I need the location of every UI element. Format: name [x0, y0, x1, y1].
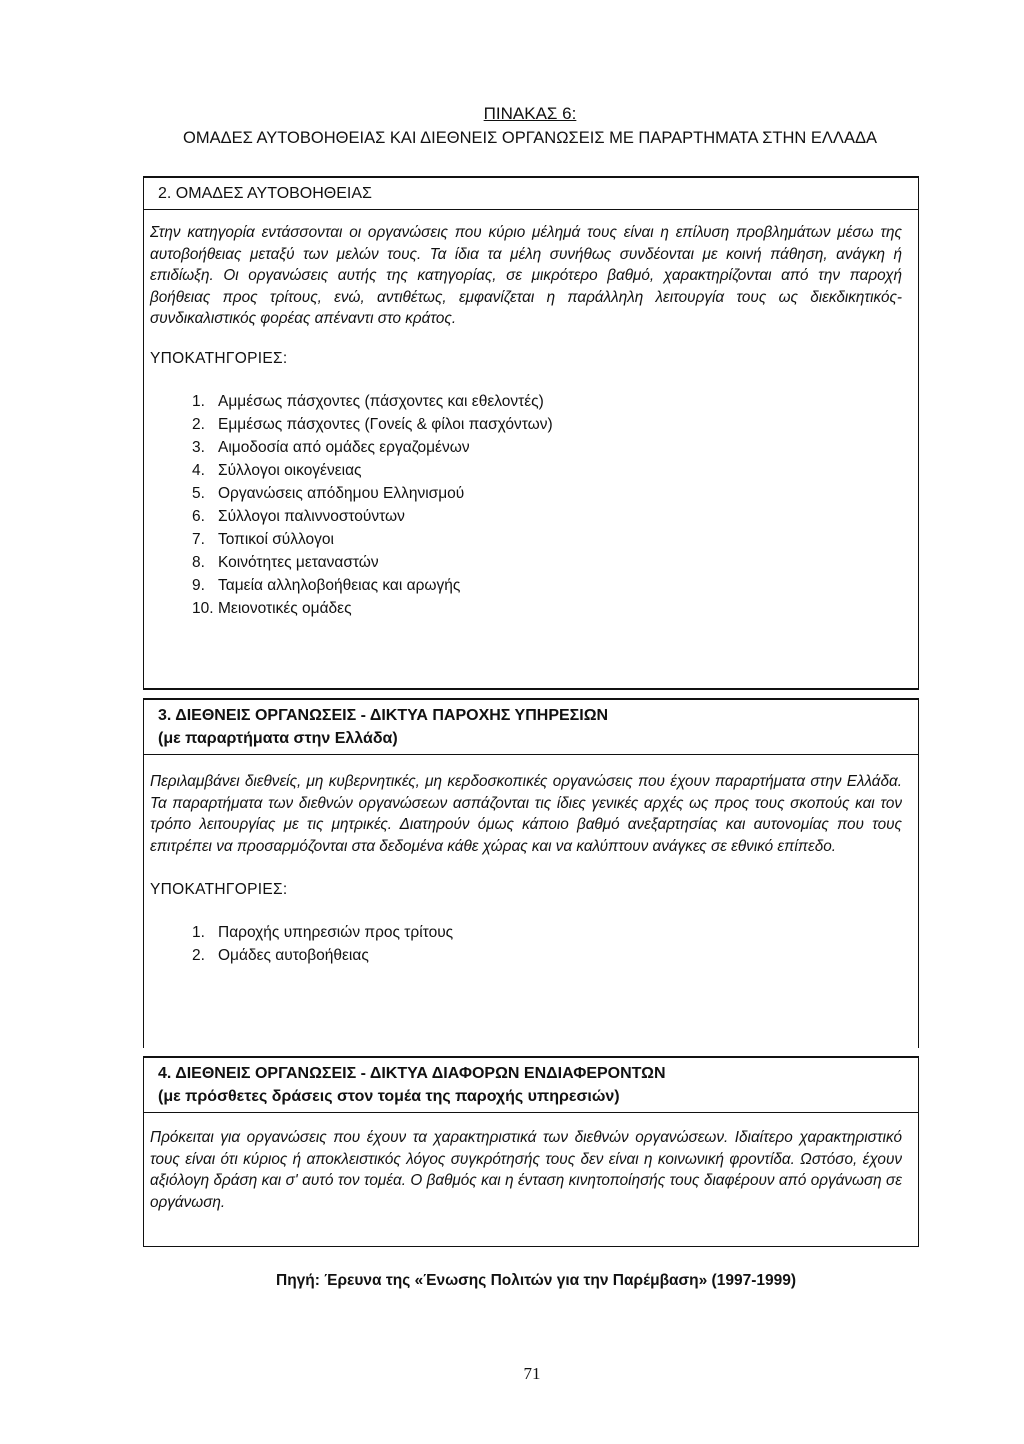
list-item: 9. Ταμεία αλληλοβοήθειας και αρωγής: [192, 576, 461, 594]
section-3-subcategory-list: [144, 921, 918, 967]
table-title: [0, 102, 1024, 150]
list-item: 4. Σύλλογοι οικογένειας: [192, 461, 362, 479]
page-number: 71: [523, 1364, 541, 1383]
list-item: 7. Τοπικοί σύλλογοι: [192, 530, 334, 548]
list-item: 6. Σύλλογοι παλιννοστούντων: [192, 507, 405, 525]
list-item: 2. Ομάδες αυτοβοήθειας: [192, 947, 369, 964]
section-4-heading-subtitle: (με πρόσθετες δράσεις στον τομέα της παροχής υπηρεσιών): [158, 1088, 620, 1105]
list-item: 5. Οργανώσεις απόδημου Ελληνισμού: [192, 484, 465, 502]
table-number: ΠΙΝΑΚΑΣ 6:: [483, 104, 577, 123]
list-item: 1. Παροχής υπηρεσιών προς τρίτους: [192, 924, 454, 941]
list-item: 1. Αμμέσως πάσχοντες (πάσχοντες και εθελοντές): [192, 392, 544, 410]
section-3-heading-title: 3. ΔΙΕΘΝΕΙΣ ΟΡΓΑΝΩΣΕΙΣ - ΔΙΚΤΥΑ ΠΑΡΟΧΗΣ ΥΠΗΡΕΣΙΩΝ: [158, 707, 609, 724]
section-2-subcategory-list: [144, 390, 918, 620]
section-2-description: Στην κατηγορία εντάσσονται οι οργανώσεις που κύριο μέλημά τους είναι η επίλυση προβλημάτων μέσω της αυτοβοήθειας μεταξύ των μελών τους. Τα ίδια τα μέλη συνήθως συνδέονται με κοινή πάθηση, ανάγκη ή επιδίωξη. Οι οργανώσεις αυτής της κατηγορίας, σε μικρότερο βαθμό, χαρακτηρίζονται από την παροχή βοήθειας προς τρίτους, ενώ, αντιθέτως, εμφανίζεται η παράλληλη λειτουργία τους ως διεκδικητικός-συνδικαλιστικός φορέας απέναντι στο κράτος.: [150, 224, 902, 327]
section-3-box: [143, 698, 919, 1048]
section-3-subcategories-label: ΥΠΟΚΑΤΗΓΟΡΙΕΣ:: [150, 881, 288, 898]
section-2-heading: 2. ΟΜΑΔΕΣ ΑΥΤΟΒΟΗΘΕΙΑΣ: [144, 176, 918, 210]
table-caption: ΟΜΑΔΕΣ ΑΥΤΟΒΟΗΘΕΙΑΣ ΚΑΙ ΔΙΕΘΝΕΙΣ ΟΡΓΑΝΩΣΕΙΣ ΜΕ ΠΑΡΑΡΤΗΜΑΤΑ ΣΤΗΝ ΕΛΛΑΔΑ: [183, 129, 877, 147]
section-3-heading-subtitle: (με παραρτήματα στην Ελλάδα): [158, 730, 398, 747]
list-item: 2. Εμμέσως πάσχοντες (Γονείς & φίλοι πασχόντων): [192, 415, 553, 433]
list-item: 3. Αιμοδοσία από ομάδες εργαζομένων: [192, 438, 470, 456]
section-3-heading: [144, 698, 918, 755]
section-2-subcategories-label: ΥΠΟΚΑΤΗΓΟΡΙΕΣ:: [150, 349, 288, 367]
list-item: 10. Μειονοτικές ομάδες: [192, 599, 352, 617]
section-4-box: [143, 1056, 919, 1247]
section-4-heading: [144, 1056, 918, 1113]
section-4-heading-title: 4. ΔΙΕΘΝΕΙΣ ΟΡΓΑΝΩΣΕΙΣ - ΔΙΚΤΥΑ ΔΙΑΦΟΡΩΝ ΕΝΔΙΑΦΕΡΟΝΤΩΝ: [158, 1065, 666, 1082]
section-4-description: Πρόκειται για οργανώσεις που έχουν τα χαρακτηριστικά των διεθνών οργανώσεων. Ιδιαίτερο χαρακτηριστικό τους είναι ότι κύριος ή αποκλειστικός λόγος συγκρότησής τους δεν είναι η κοινωνική φροντίδα. Ωστόσο, έχουν αξιόλογη δράση και σ' αυτό τον τομέα. Ο βαθμός και η ένταση κινητοποίησής τους διαφέρουν από οργάνωση σε οργάνωση.: [150, 1129, 902, 1211]
section-2-box: [143, 176, 919, 690]
source-note: Πηγή: Έρευνα της «Ένωσης Πολιτών για την Παρέμβαση» (1997-1999): [276, 1272, 796, 1289]
section-3-description: Περιλαμβάνει διεθνείς, μη κυβερνητικές, μη κερδοσκοπικές οργανώσεις που έχουν παραρτήματα στην Ελλάδα. Τα παραρτήματα των διεθνών οργανώσεων ασπάζονται τις ίδιες γενικές αρχές ως προς τους σκοπούς και τον τρόπο λειτουργίας με τις μητρικές. Διατηρούν όμως κάποιο βαθμό ανεξαρτησίας και αυτονομίας που τους επιτρέπει να προσαρμόζονται στα δεδομένα κάθε χώρας και να καλύπτουν ανάγκες σε εθνικό επίπεδο.: [150, 773, 902, 855]
list-item: 8. Κοινότητες μεταναστών: [192, 553, 379, 571]
